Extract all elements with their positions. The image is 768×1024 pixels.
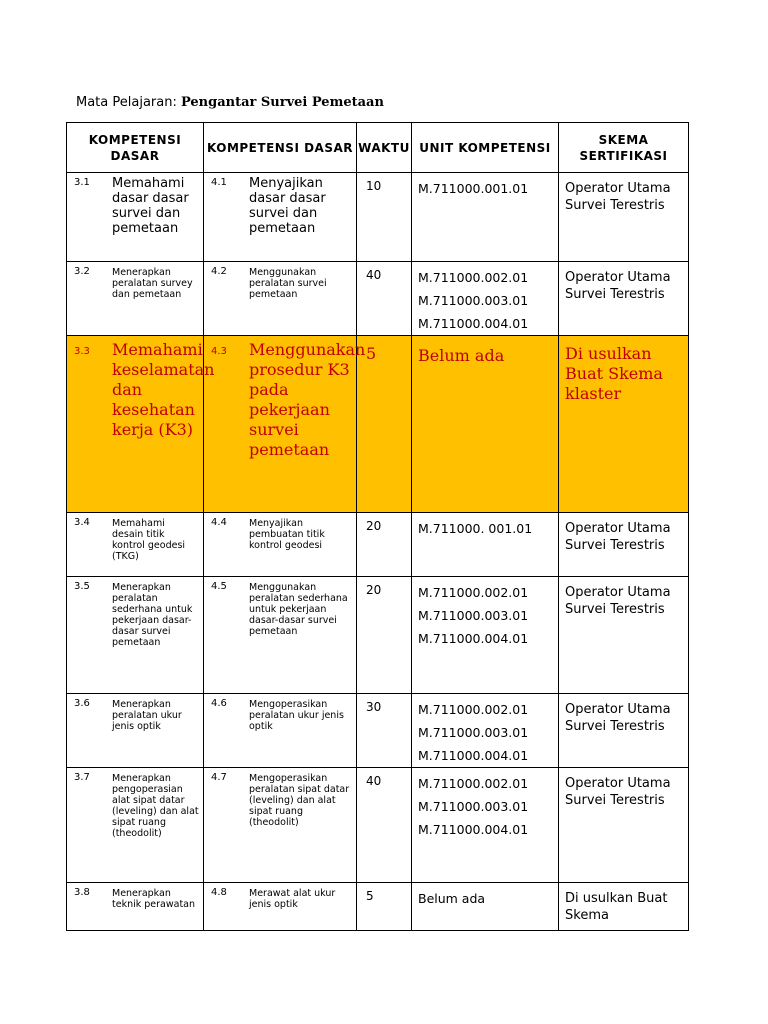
unit-code: M.711000.002.01 [418,702,529,717]
kd-content [204,513,356,553]
unit-code: M.711000.004.01 [418,316,529,331]
skema-cell: Operator Utama Survei Terestris [559,694,689,768]
kd-number: 3.2 [74,266,90,277]
kd-text: Menyajikan dasar dasar survei dan pemetaan [249,176,326,236]
kd-text: Menyajikan pembuatan titik kontrol geodesi [249,518,325,551]
unit-cell [412,262,559,336]
kd-cell-2 [204,577,357,694]
kd-cell-1 [67,768,204,883]
kd-content [204,173,356,238]
waktu-cell: 30 [357,694,412,768]
kd-content [67,513,203,564]
waktu-cell: 5 [357,883,412,931]
kd-cell-2 [204,768,357,883]
kd-content [67,336,215,442]
table-row [67,173,689,262]
unit-code: M.711000.001.01 [418,181,529,196]
skema-cell: Operator Utama Survei Terestris [559,262,689,336]
kd-text: Menggunakan peralatan sederhana untuk pekerjaan dasar-dasar survei pemetaan [249,582,348,637]
unit-code: M.711000.003.01 [418,725,529,740]
kd-cell-2 [204,173,357,262]
subject-label: Mata Pelajaran: [76,95,177,110]
kd-number: 4.5 [211,581,227,592]
skema-cell: Di usulkan Buat Skema [559,883,689,931]
kd-cell-2 [204,883,357,931]
waktu-cell: 10 [357,173,412,262]
kd-cell-1 [67,262,204,336]
unit-cell [412,768,559,883]
kd-text: Mengoperasikan peralatan ukur jenis optik [249,699,344,732]
kd-text: Menerapkan pengoperasian alat sipat datar (leveling) dan alat sipat ruang (theodolit) [112,773,199,839]
table-row [67,513,689,577]
skema-cell: Operator Utama Survei Terestris [559,768,689,883]
kd-text: Merawat alat ukur jenis optik [249,888,336,910]
kd-number: 4.2 [211,266,227,277]
unit-code: M.711000.002.01 [418,270,529,285]
kd-text: Menerapkan peralatan sederhana untuk pekerjaan dasar-dasar survei pemetaan [112,582,193,648]
header-row [67,123,689,173]
kd-text: Menggunakan peralatan survei pemetaan [249,267,327,300]
kd-text: Menerapkan peralatan ukur jenis optik [112,699,182,732]
kd-cell-2 [204,262,357,336]
unit-cell [412,336,559,513]
table-row [67,883,689,931]
kd-number: 4.8 [211,887,227,898]
kd-content [204,694,356,734]
competency-table [66,122,689,931]
unit-code: M.711000.004.01 [418,748,529,763]
kd-number: 3.3 [74,346,90,357]
table-body [67,173,689,931]
kd-cell-2 [204,336,366,513]
kd-number: 4.6 [211,698,227,709]
subject-line [76,95,384,110]
kd-number: 4.7 [211,772,227,783]
table-row [67,768,689,883]
unit-code: M.711000.003.01 [418,293,529,308]
unit-cell [412,577,559,694]
kd-content [204,577,356,639]
unit-code: M.711000. 001.01 [418,521,533,536]
kd-number: 4.3 [211,346,227,357]
header-skema-sertifikasi: SKEMA SERTIFIKASI [559,123,689,173]
skema-cell: Operator Utama Survei Terestris [559,577,689,694]
unit-code: Belum ada [418,891,486,906]
kd-number: 3.8 [74,887,90,898]
waktu-cell: 20 [357,577,412,694]
unit-cell [412,883,559,931]
kd-content [67,883,203,912]
kd-text: Memahami dasar dasar survei dan pemetaan [112,176,189,236]
kd-cell-2 [204,694,357,768]
kd-number: 3.5 [74,581,90,592]
kd-text: Menerapkan teknik perawatan [112,888,196,910]
kd-number: 4.4 [211,517,227,528]
unit-cell [412,513,559,577]
kd-content [204,883,356,912]
kd-content [67,262,203,302]
waktu-cell: 20 [357,513,412,577]
header-unit-kompetensi: UNIT KOMPETENSI [412,123,559,173]
kd-content [204,336,366,462]
unit-cell [412,173,559,262]
unit-code: M.711000.002.01 [418,585,529,600]
unit-cell [412,694,559,768]
kd-number: 3.4 [74,517,90,528]
skema-cell: Operator Utama Survei Terestris [559,513,689,577]
kd-content [67,768,203,841]
header-waktu: WAKTU [357,123,412,173]
header-kompetensi-dasar-1: KOMPETENSI DASAR [67,123,204,173]
waktu-cell: 5 [357,336,412,513]
unit-code: M.711000.004.01 [418,631,529,646]
waktu-cell: 40 [357,768,412,883]
unit-code: M.711000.003.01 [418,799,529,814]
header-kompetensi-dasar-2: KOMPETENSI DASAR [204,123,357,173]
kd-content [204,768,356,830]
skema-cell: Di usulkan Buat Skema klaster [559,336,689,513]
skema-cell: Operator Utama Survei Terestris [559,173,689,262]
kd-text: Menerapkan peralatan survey dan pemetaan [112,267,193,300]
kd-cell-1 [67,336,215,513]
kd-number: 3.1 [74,177,90,188]
table-row [67,262,689,336]
kd-text: Mengoperasikan peralatan sipat datar (leveling) dan alat sipat ruang (theodolit) [249,773,350,828]
kd-cell-1 [67,694,204,768]
kd-cell-1 [67,513,204,577]
kd-text: Memahami desain titik kontrol geodesi (TKG) [112,518,186,562]
kd-cell-2 [204,513,357,577]
kd-content [67,577,203,650]
kd-cell-1 [67,577,204,694]
unit-code: M.711000.002.01 [418,776,529,791]
table-row [67,577,689,694]
kd-number: 3.6 [74,698,90,709]
kd-cell-1 [67,883,204,931]
unit-code: M.711000.004.01 [418,822,529,837]
kd-text: Memahami keselamatan dan kesehatan kerja (K3) [112,340,215,439]
waktu-cell: 40 [357,262,412,336]
kd-content [67,173,203,238]
kd-content [67,694,203,734]
kd-number: 4.1 [211,177,227,188]
kd-text: Menggunakan prosedur K3 pada pekerjaan survei pemetaan [249,340,366,459]
table-row [67,694,689,768]
unit-code: Belum ada [418,346,505,365]
kd-number: 3.7 [74,772,90,783]
table-row [67,336,689,513]
kd-content [204,262,356,302]
kd-cell-1 [67,173,204,262]
subject-value: Pengantar Survei Pemetaan [180,95,384,110]
unit-code: M.711000.003.01 [418,608,529,623]
